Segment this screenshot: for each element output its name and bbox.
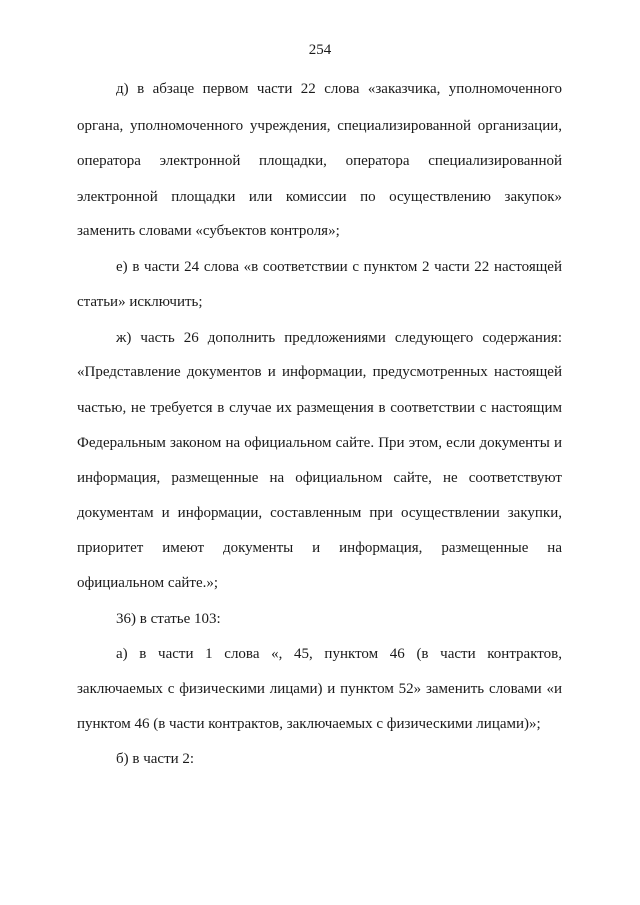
text-line: 36) в статье 103:: [116, 611, 221, 627]
text-line: заключаемых с физическими лицами) и пунктом 52» заменить словами «и: [77, 681, 562, 697]
text-line: «Представление документов и информации, предусмотренных настоящей: [77, 364, 562, 380]
text-line: Федеральным законом на официальном сайте. При этом, если документы и: [77, 435, 562, 451]
text-line: заменить словами «субъектов контроля»;: [77, 223, 340, 239]
text-line: статьи» исключить;: [77, 294, 203, 310]
text-line: оператора электронной площадки, оператора специализированной: [77, 153, 562, 169]
text-line: документам и информации, составленным при осуществлении закупки,: [77, 505, 562, 521]
text-line: органа, уполномоченного учреждения, специализированной организации,: [77, 118, 562, 134]
text-line: ж) часть 26 дополнить предложениями следующего содержания:: [116, 330, 562, 346]
text-line: б) в части 2:: [116, 751, 195, 767]
text-line: е) в части 24 слова «в соответствии с пунктом 2 части 22 настоящей: [116, 259, 562, 275]
page-number: 254: [308, 42, 332, 58]
text-line: информация, размещенные на официальном сайте, не соответствуют: [77, 470, 562, 486]
text-line: а) в части 1 слова «, 45, пунктом 46 (в части контрактов,: [116, 646, 562, 662]
text-line: официальном сайте.»;: [77, 575, 219, 591]
text-line: д) в абзаце первом части 22 слова «заказчика, уполномоченного: [116, 81, 562, 97]
text-line: приоритет имеют документы и информация, размещенные на: [77, 540, 562, 556]
text-line: частью, не требуется в случае их размещения в соответствии с настоящим: [77, 400, 562, 416]
text-line: электронной площадки или комиссии по осуществлению закупок»: [77, 189, 562, 205]
text-line: пунктом 46 (в части контрактов, заключаемых с физическими лицами)»;: [77, 716, 541, 732]
